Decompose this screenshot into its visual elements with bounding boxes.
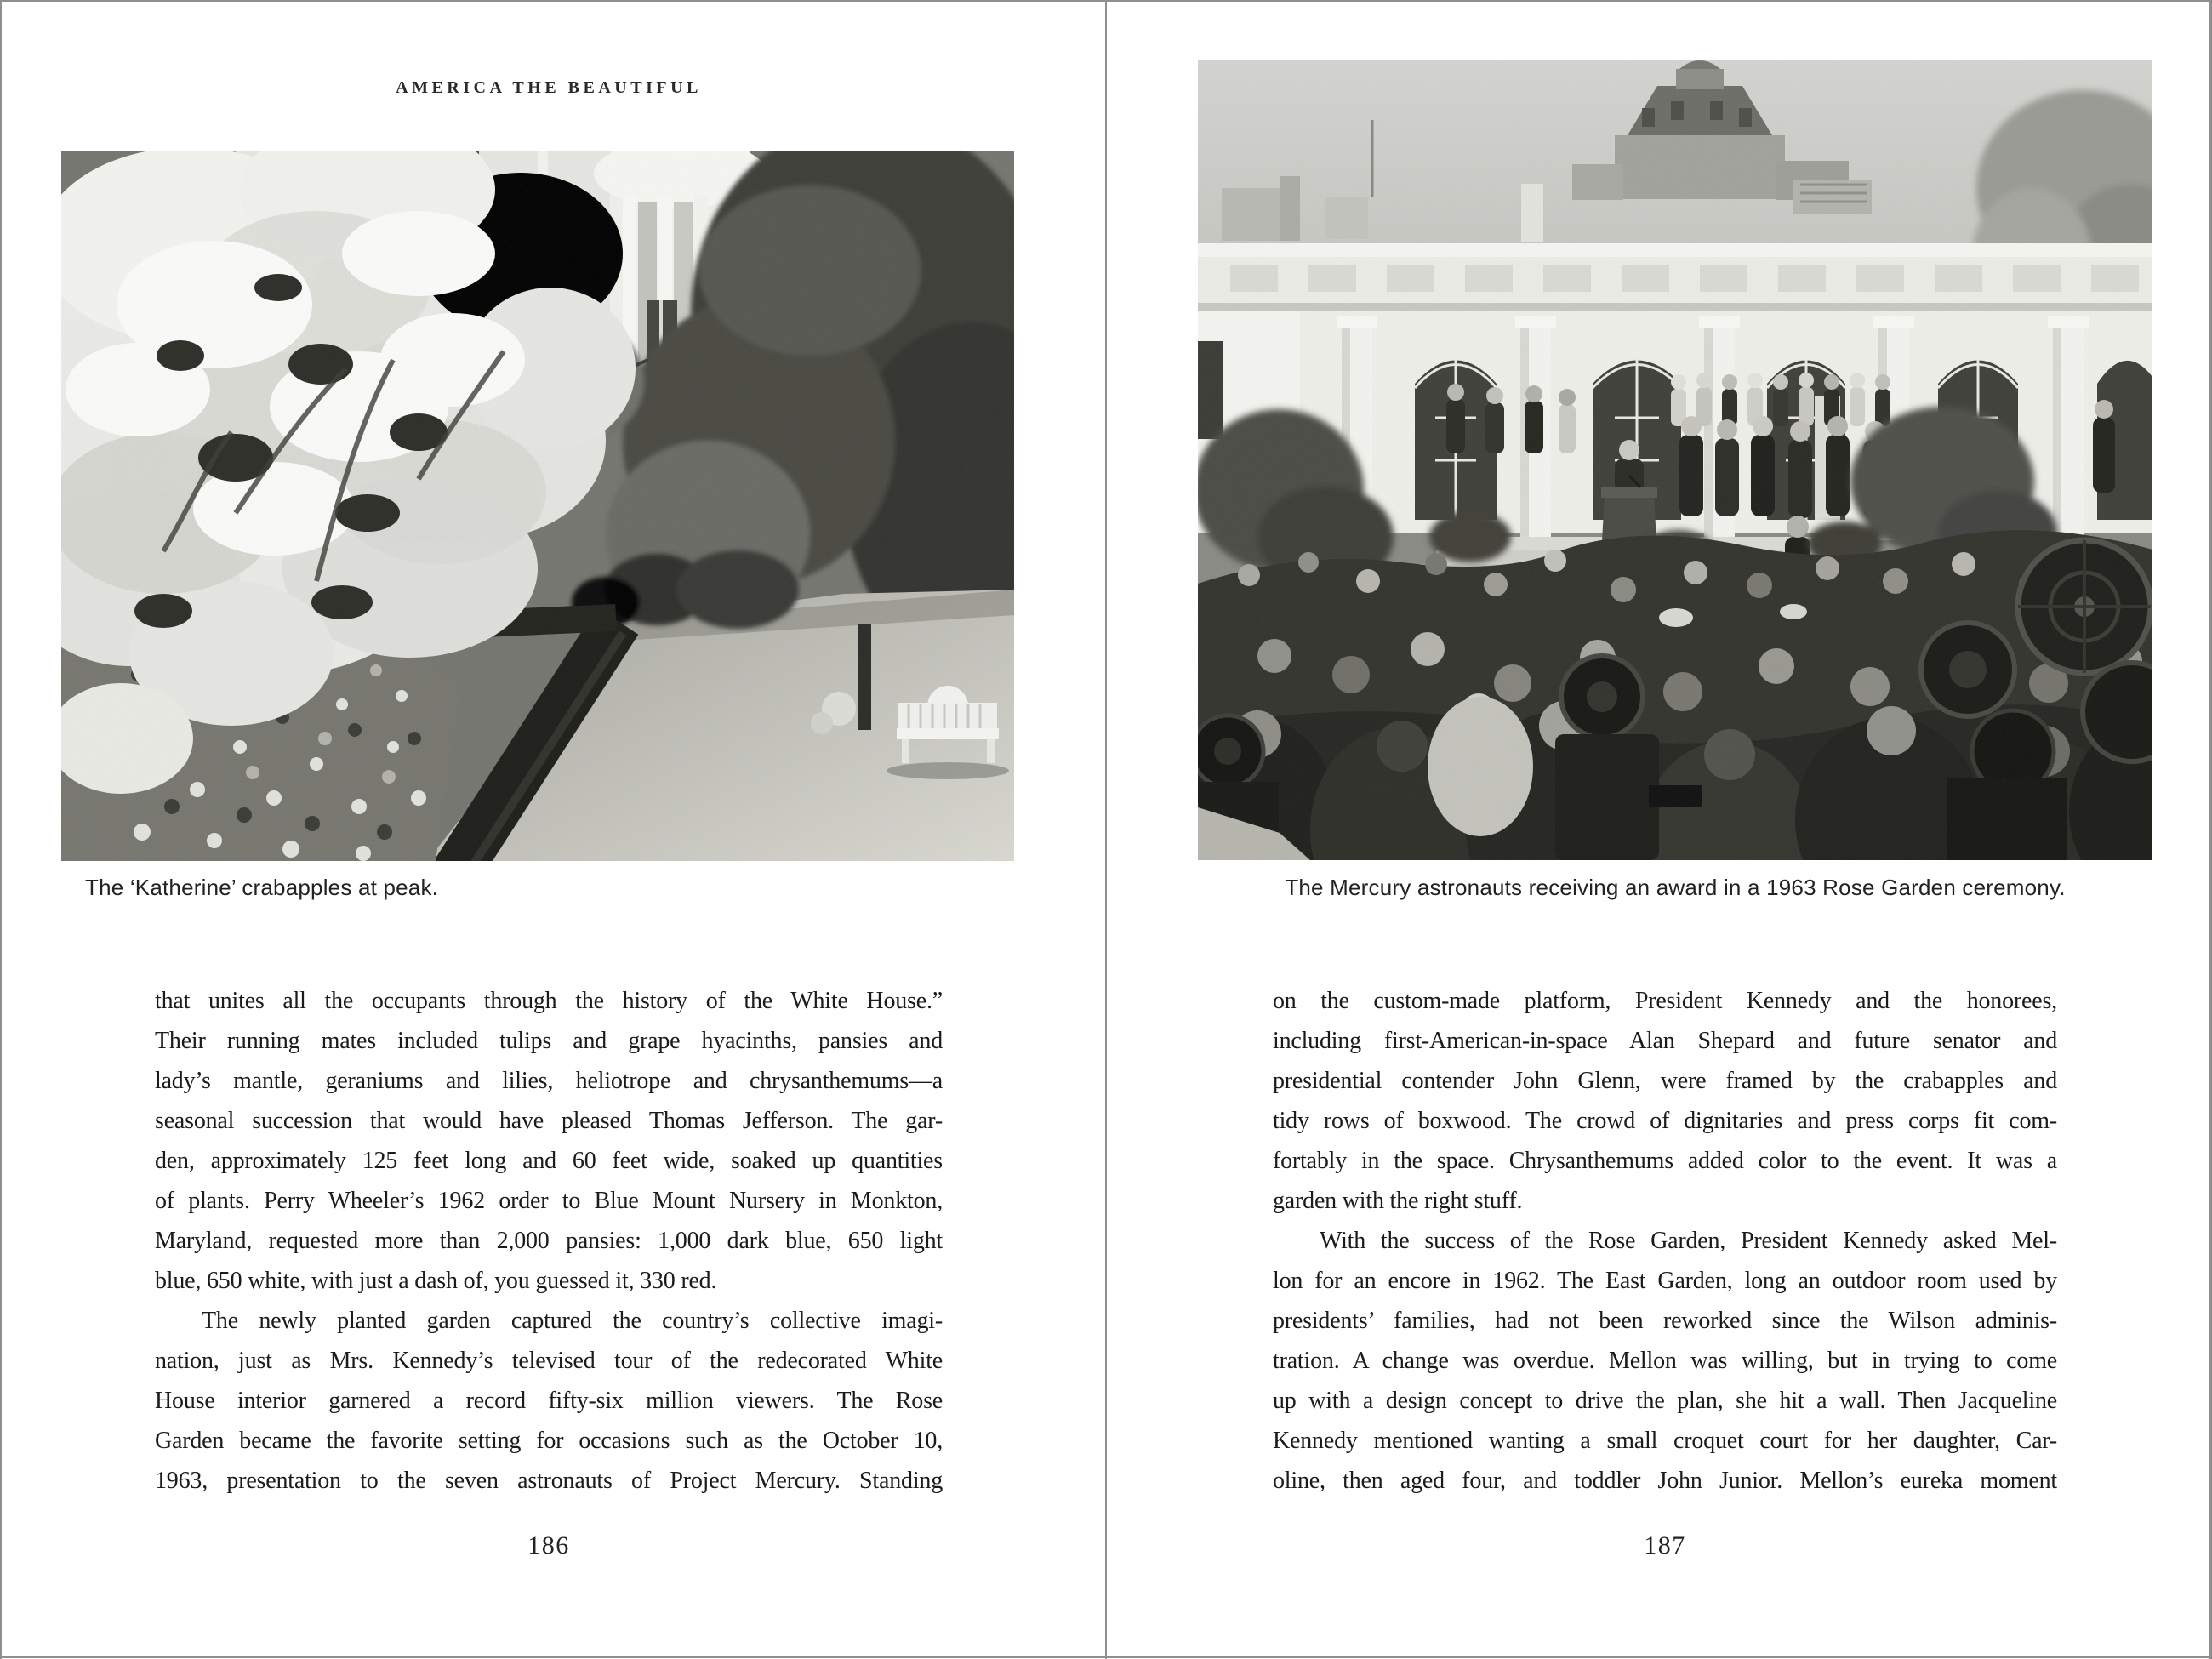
body-text-line: Kennedy mentioned wanting a small croquet court for her daughter, Car- [1273, 1428, 2057, 1454]
body-text-line: Garden became the favorite setting for occasions such as the October 10, [155, 1428, 943, 1454]
body-text-line: garden with the right stuff. [1273, 1188, 1523, 1214]
body-text-line: on the custom-made platform, President Kennedy and the honorees, [1273, 988, 2057, 1014]
body-text-line: up with a design concept to drive the plan, she hit a wall. Then Jacqueline [1273, 1388, 2057, 1414]
right-page [1106, 0, 2212, 1659]
body-text-line: blue, 650 white, with just a dash of, you guessed it, 330 red. [155, 1268, 717, 1294]
body-text-line: tidy rows of boxwood. The crowd of dignitaries and press corps fit com- [1273, 1108, 2057, 1134]
body-text-line: 1963, presentation to the seven astronauts of Project Mercury. Standing [155, 1468, 943, 1494]
body-text-line: seasonal succession that would have pleased Thomas Jefferson. The gar- [155, 1108, 943, 1134]
body-text-line: oline, then aged four, and toddler John Junior. Mellon’s eureka moment [1273, 1468, 2057, 1494]
body-text-line: House interior garnered a record fifty-six million viewers. The Rose [155, 1388, 943, 1414]
body-text-line: including first-American-in-space Alan Shepard and future senator and [1273, 1028, 2057, 1054]
photo-caption: The Mercury astronauts receiving an award in a 1963 Rose Garden ceremony. [1285, 875, 2066, 900]
body-text-line: nation, just as Mrs. Kennedy’s televised tour of the redecorated White [155, 1348, 943, 1374]
body-text-column [155, 981, 943, 1501]
running-head: AMERICA THE BEAUTIFUL [396, 78, 702, 97]
ceremony-photo-art [1198, 60, 2152, 860]
body-text-line: that unites all the occupants through the history of the White House.” [155, 988, 943, 1014]
rose-garden-ceremony-photo [1198, 60, 2152, 860]
body-text-line: With the success of the Rose Garden, President Kennedy asked Mel- [1320, 1228, 2057, 1254]
body-text-line: lady’s mantle, geraniums and lilies, heliotrope and chrysanthemums—a [155, 1068, 943, 1094]
body-text-column [1273, 981, 2057, 1501]
body-text-line: Maryland, requested more than 2,000 pansies: 1,000 dark blue, 650 light [155, 1228, 943, 1254]
body-text-line: fortably in the space. Chrysanthemums added color to the event. It was a [1273, 1148, 2057, 1174]
body-text-line: lon for an encore in 1962. The East Garden, long an outdoor room used by [1273, 1268, 2057, 1294]
body-text-line: of plants. Perry Wheeler’s 1962 order to Blue Mount Nursery in Monkton, [155, 1188, 943, 1214]
page-number: 186 [527, 1531, 570, 1559]
body-text-line: Their running mates included tulips and grape hyacinths, pansies and [155, 1028, 943, 1054]
body-text-line: The newly planted garden captured the country’s collective imagi- [202, 1308, 943, 1334]
crabapples-photo-art [61, 151, 1014, 861]
body-text-line: tration. A change was overdue. Mellon was willing, but in trying to come [1273, 1348, 2057, 1374]
page-number: 187 [1644, 1531, 1686, 1559]
photo-caption: The ‘Katherine’ crabapples at peak. [85, 875, 439, 900]
crabapples-garden-photo [61, 151, 1014, 861]
body-text-line: presidents’ families, had not been reworked since the Wilson adminis- [1273, 1308, 2057, 1334]
body-text-line: den, approximately 125 feet long and 60 feet wide, soaked up quantities [155, 1148, 943, 1174]
body-text-line: presidential contender John Glenn, were framed by the crabapples and [1273, 1068, 2057, 1094]
